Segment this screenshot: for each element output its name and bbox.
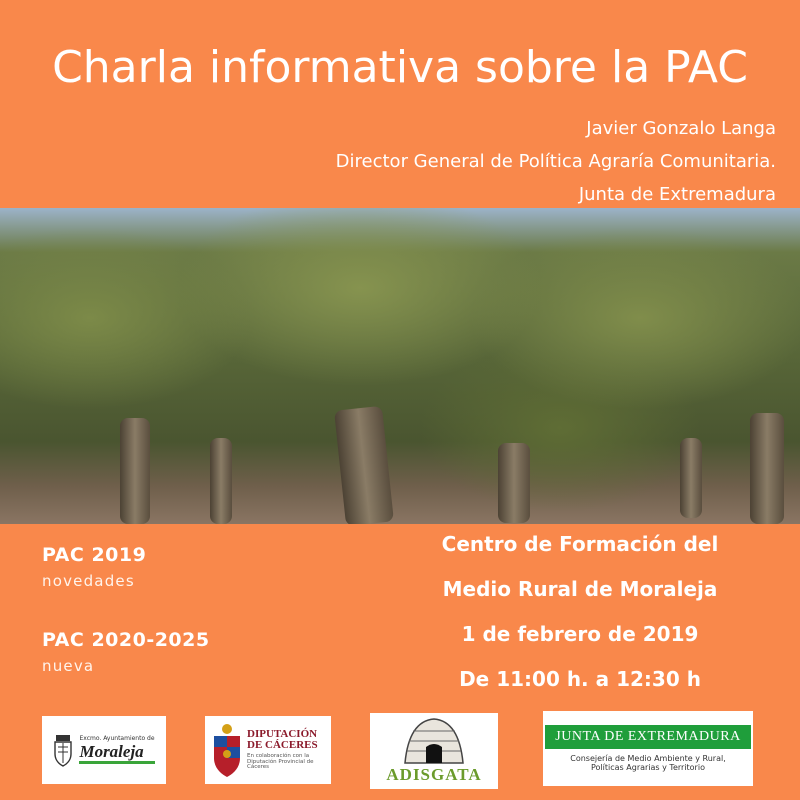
diputacion-line-1: DIPUTACIÓN [247,727,318,740]
diputacion-note: En colaboración con la Diputación Provincial de Cáceres [247,752,314,771]
speaker-block [336,112,776,211]
olive-grove-photo [0,208,800,524]
topic-pac-2020-2025 [42,629,382,675]
topic-heading: PAC 2019 [42,544,147,566]
stone-hut-icon [399,717,469,765]
topic-sub: nueva [42,657,95,675]
speaker-org: Junta de Extremadura [578,184,776,205]
topic-sub: novedades [42,572,135,590]
topic-heading: PAC 2020-2025 [42,629,210,651]
moraleja-small-text: Excmo. Ayuntamiento de [79,735,155,743]
junta-line-2: Políticas Agrarias y Territorio [591,763,705,772]
logo-diputacion [205,716,331,784]
logo-junta [543,711,753,786]
venue-line-2: Medio Rural de Moraleja [442,577,718,601]
junta-line-1: Consejería de Medio Ambiente y Rural, [570,754,726,763]
logo-moraleja [42,716,166,784]
event-date: 1 de febrero de 2019 [461,622,699,646]
venue-line-1: Centro de Formación del [441,532,719,556]
logo-adisgata [370,713,498,789]
diputacion-shield-icon [211,722,243,778]
page-title: Charla informativa sobre la PAC [52,42,748,93]
junta-banner: JUNTA DE EXTREMADURA [545,725,750,749]
speaker-role: Director General de Política Agraría Comunitaria. [335,151,776,172]
coat-of-arms-icon [53,733,73,767]
topic-pac-2019 [42,544,382,590]
diputacion-line-2: DE CÁCERES [247,739,318,752]
adisgata-name: ADISGATA [386,765,482,784]
event-time: De 11:00 h. a 12:30 h [459,667,701,691]
speaker-name: Javier Gonzalo Langa [586,118,776,139]
moraleja-name: Moraleja [79,743,154,764]
event-details [410,522,750,702]
